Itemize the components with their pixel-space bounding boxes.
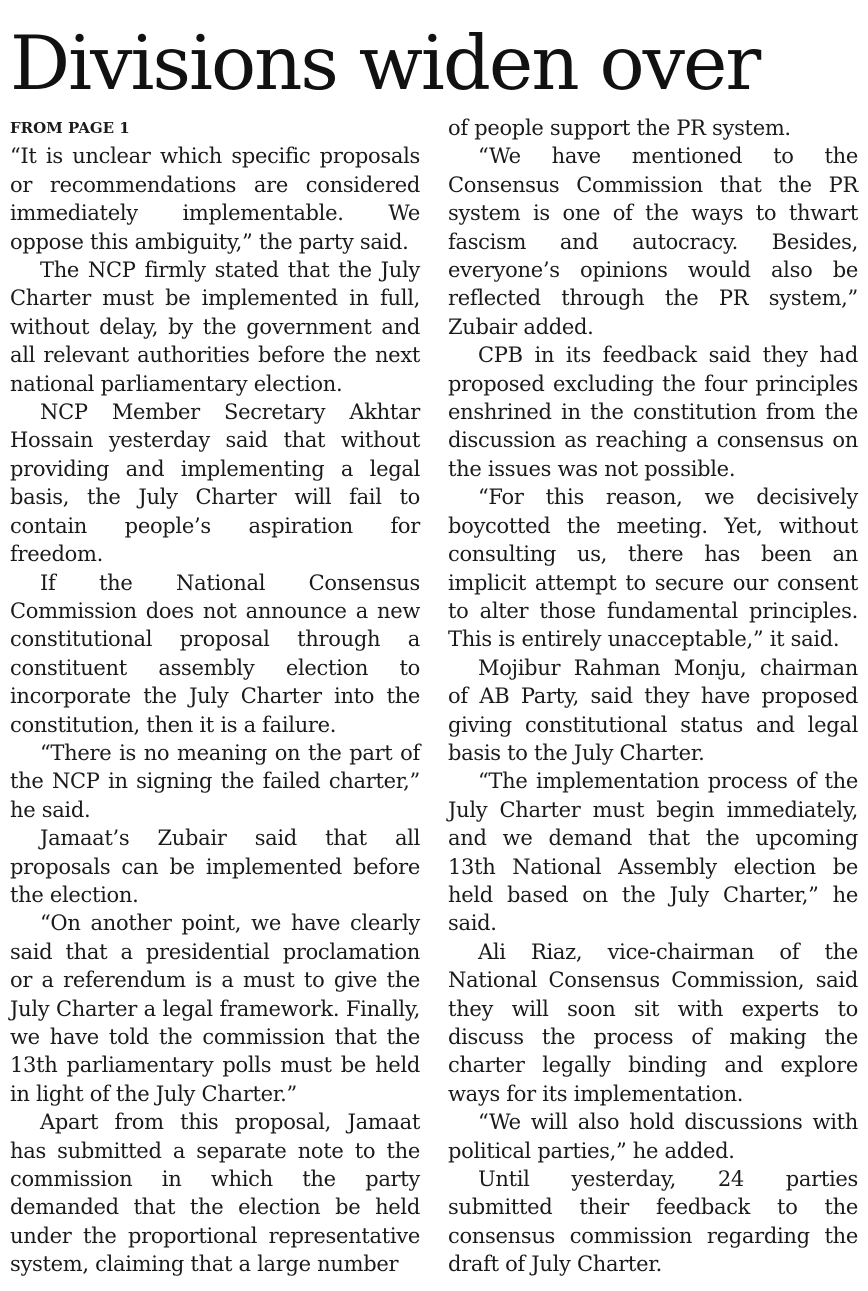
article-paragraph: “For this reason, we decisively boycotted the meeting. Yet, without consulting us, there has been an implicit attempt to secure our consent to alter those fundamental principles. This is entirely unacceptable,” it said. bbox=[448, 485, 858, 652]
continuation-kicker: FROM PAGE 1 bbox=[10, 119, 130, 137]
article-paragraph: Mojibur Rahman Monju, chairman of AB Party, said they have proposed giving constitutional status and legal basis to the July Charter. bbox=[448, 655, 858, 765]
article-paragraph: Ali Riaz, vice-chairman of the National Consensus Commission, said they will soon sit with experts to discuss the process of making the charter legally binding and explore ways for its implementation. bbox=[448, 939, 858, 1106]
article-paragraph: “There is no meaning on the part of the NCP in signing the failed charter,” he said. bbox=[10, 740, 420, 822]
article-column-right bbox=[448, 114, 858, 1279]
article-paragraph: Jamaat’s Zubair said that all proposals can be implemented before the election. bbox=[10, 826, 420, 907]
article-paragraph: Apart from this proposal, Jamaat has submitted a separate note to the commission in which the party demanded that the election be held under the proportional representative system, claiming that a large number bbox=[10, 1110, 420, 1277]
article-paragraph: “The implementation process of the July Charter must begin immediately, and we demand that the upcoming 13th National Assembly election be held based on the July Charter,” he said. bbox=[448, 769, 858, 936]
article-paragraph: Until yesterday, 24 parties submitted their feedback to the consensus commission regarding the draft of July Charter. bbox=[448, 1167, 858, 1277]
article-paragraph: “We have mentioned to the Consensus Commission that the PR system is one of the ways to thwart fascism and autocracy. Besides, everyone’s opinions would also be reflected through the PR system,” Zubair added. bbox=[448, 144, 858, 339]
article-paragraph: of people support the PR system. bbox=[448, 116, 791, 140]
article-paragraph: “We will also hold discussions with political parties,” he added. bbox=[448, 1110, 858, 1163]
article-paragraph: “It is unclear which specific proposals or recommendations are considered immediately implementable. We oppose this ambiguity,” the party said. bbox=[10, 144, 420, 254]
article-paragraph: “On another point, we have clearly said that a presidential proclamation or a referendum is a must to give the July Charter a legal framework. Finally, we have told the commission that the 13th parliamentary polls must be held in light of the July Charter.” bbox=[10, 911, 420, 1106]
article-column-left bbox=[10, 114, 420, 1279]
article-paragraph: NCP Member Secretary Akhtar Hossain yesterday said that without providing and implementing a legal basis, the July Charter will fail to contain people’s aspiration for freedom. bbox=[10, 400, 420, 567]
article-paragraph: If the National Consensus Commission does not announce a new constitutional proposal through a constituent assembly election to incorporate the July Charter into the constitution, then it is a failure. bbox=[10, 570, 420, 737]
article-paragraph: The NCP firmly stated that the July Charter must be implemented in full, without delay, by the government and all relevant authorities before the next national parliamentary election. bbox=[10, 258, 420, 396]
article-paragraph: CPB in its feedback said they had proposed excluding the four principles enshrined in the constitution from the discussion as reaching a consensus on the issues was not possible. bbox=[448, 343, 858, 481]
headline: Divisions widen over bbox=[10, 19, 760, 107]
